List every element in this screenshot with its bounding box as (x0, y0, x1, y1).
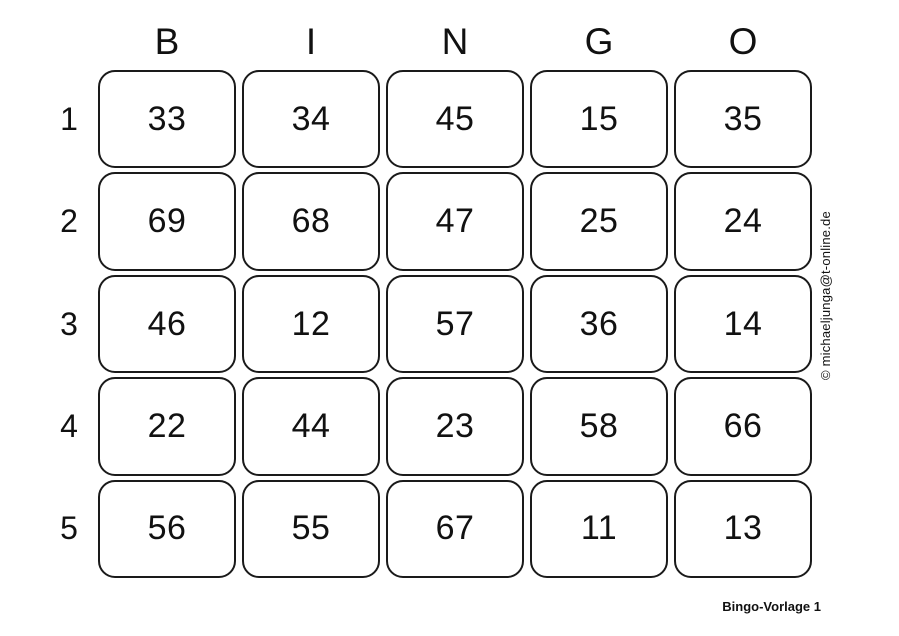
column-header-o: O (728, 21, 758, 62)
cell-number: 46 (147, 304, 187, 343)
template-label: Bingo-Vorlage 1 (722, 599, 821, 614)
cell-number: 22 (147, 406, 187, 445)
bingo-cell[interactable] (383, 170, 527, 272)
bingo-cell[interactable] (671, 68, 815, 170)
bingo-cell[interactable] (527, 273, 671, 375)
bingo-cell[interactable] (527, 170, 671, 272)
bingo-row (95, 375, 815, 477)
bingo-cell[interactable] (239, 273, 383, 375)
bingo-row (95, 478, 815, 580)
bingo-cell[interactable] (95, 375, 239, 477)
bingo-cell[interactable] (383, 375, 527, 477)
bingo-row (95, 273, 815, 375)
cell-number: 68 (291, 202, 331, 241)
row-label-3: 3 (60, 305, 78, 342)
bingo-cell[interactable] (671, 478, 815, 580)
cell-number: 24 (723, 202, 763, 241)
cell-number: 56 (147, 509, 187, 548)
bingo-cell[interactable] (671, 273, 815, 375)
column-header-row (95, 18, 815, 66)
bingo-cell[interactable] (95, 478, 239, 580)
bingo-cell[interactable] (527, 478, 671, 580)
cell-number: 36 (579, 304, 619, 343)
bingo-cell[interactable] (383, 68, 527, 170)
cell-number: 57 (435, 304, 475, 343)
row-label-5: 5 (60, 510, 78, 547)
bingo-cell[interactable] (239, 170, 383, 272)
column-header-i: I (305, 21, 317, 62)
bingo-cell[interactable] (239, 478, 383, 580)
cell-number: 45 (435, 99, 475, 138)
column-header-b: B (154, 21, 180, 62)
copyright-credit: © michaeljunga@t-online.de (818, 211, 833, 380)
bingo-cell[interactable] (383, 478, 527, 580)
bingo-cell[interactable] (671, 170, 815, 272)
bingo-row (95, 68, 815, 170)
cell-number: 12 (291, 304, 331, 343)
bingo-cell[interactable] (527, 68, 671, 170)
bingo-grid (95, 68, 815, 580)
row-label-column (48, 68, 90, 580)
bingo-cell[interactable] (95, 170, 239, 272)
cell-number: 23 (435, 406, 475, 445)
cell-number: 44 (291, 406, 331, 445)
column-header-n: N (441, 21, 469, 62)
row-label-1: 1 (60, 100, 78, 137)
cell-number: 14 (723, 304, 763, 343)
bingo-cell[interactable] (95, 273, 239, 375)
column-header-g: G (584, 21, 614, 62)
bingo-cell[interactable] (239, 68, 383, 170)
row-label-2: 2 (60, 203, 78, 240)
cell-number: 47 (435, 202, 475, 241)
bingo-cell[interactable] (671, 375, 815, 477)
cell-number: 55 (291, 509, 331, 548)
bingo-cell[interactable] (95, 68, 239, 170)
bingo-cell[interactable] (383, 273, 527, 375)
cell-number: 33 (147, 99, 187, 138)
cell-number: 69 (147, 202, 187, 241)
cell-number: 35 (723, 99, 763, 138)
cell-number: 13 (723, 509, 763, 548)
bingo-row (95, 170, 815, 272)
bingo-cell[interactable] (527, 375, 671, 477)
cell-number: 58 (579, 406, 619, 445)
cell-number: 25 (579, 202, 619, 241)
bingo-cell[interactable] (239, 375, 383, 477)
row-label-4: 4 (60, 407, 78, 444)
cell-number: 67 (435, 509, 475, 548)
cell-number: 11 (580, 509, 618, 548)
cell-number: 15 (579, 99, 619, 138)
cell-number: 34 (291, 99, 331, 138)
cell-number: 66 (723, 406, 763, 445)
